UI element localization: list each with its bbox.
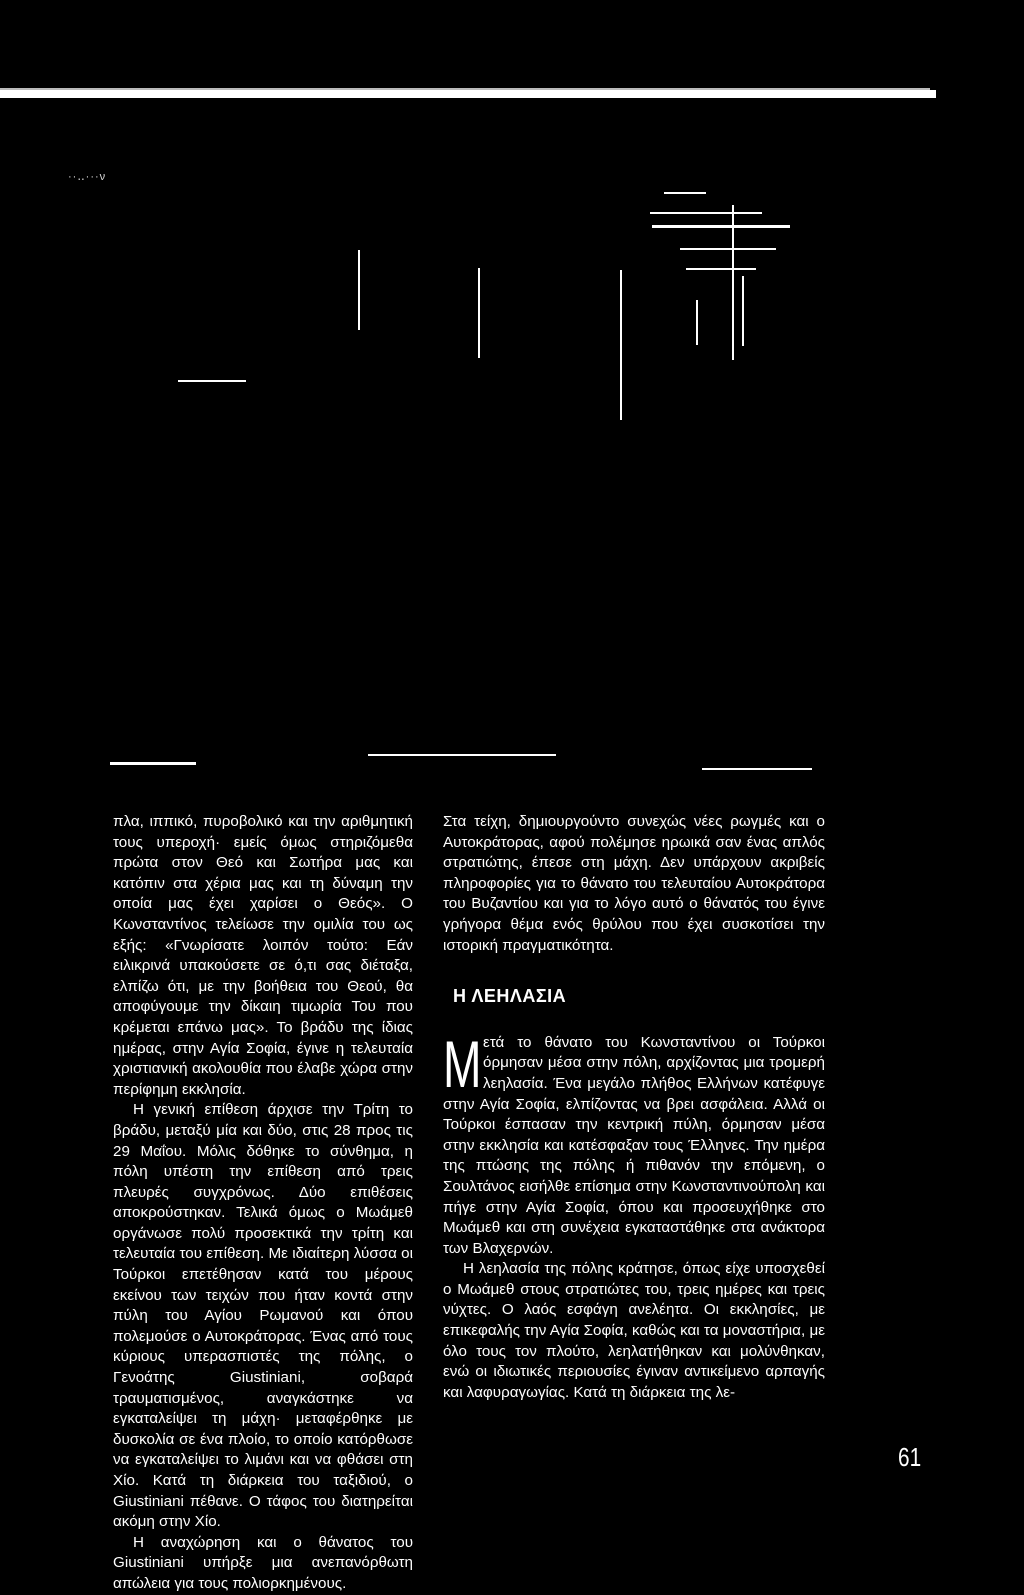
scan-line — [696, 300, 698, 345]
right-column — [443, 812, 825, 1403]
scan-line — [650, 212, 762, 214]
scan-line — [478, 268, 480, 358]
scan-line — [652, 225, 790, 228]
divider-right — [702, 768, 812, 770]
right-paragraph-3: Η λεηλασία της πόλης κράτησε, όπως είχε υποσχεθεί ο Μωάμεθ στους στρατιώτες του, τρεις ημέρες και τρεις νύχτες. Ο λαός εσφάγη ανελέητα. Οι εκκλησίες, με επικεφαλής την Αγία Σοφία, καθώς και τα μοναστήρια, με όλο τους τον πλούτο, λεηλατήθηκαν και μολύνθηκαν, ενώ οι ιδιωτικές περιουσίες έγιναν αντικείμενο αρπαγής και λαφυραγωγίας. Κατά τη διάρκεια της λε- — [443, 1260, 825, 1401]
right-paragraph-1: Στα τείχη, δημιουργούντο συνεχώς νέες ρωγμές και ο Αυτοκράτορας, αφού πολέμησε ηρωικά σαν ένας απλός στρατιώτης, έπεσε στη μάχη. Δεν υπάρχουν ακριβείς πληροφορίες για το θάνατο του τελευταίου Αυτοκράτορα του Βυζαντίου και για το λόγο αυτό ο θάνατός του έγινε γρήγορα θέμα ενός θρύλου που έχει συσκοτίσει την ιστορική πραγματικότητα. — [443, 813, 825, 954]
header-scrap: ··‥···ν — [68, 171, 107, 183]
right-paragraph-2 — [443, 1026, 825, 1260]
divider-left — [110, 762, 196, 765]
scan-line — [620, 270, 622, 420]
scan-line — [664, 192, 706, 194]
left-paragraph-3: Η αναχώρηση και ο θάνατος του Giustiniani υπήρξε μια ανεπανόρθωτη απώλεια για τους πολιορκημένους. — [113, 1533, 413, 1592]
scan-line — [358, 250, 360, 330]
divider-center — [368, 754, 556, 756]
right-paragraph-2-text: ετά το θάνατο του Κωνσταντίνου οι Τούρκοι όρμησαν μέσα στην πόλη, αρχίζοντας μια τρομερή λεηλασία. Ένα μεγάλο πλήθος Ελλήνων κατέφυγε στην Αγία Σοφία, ελπίζοντας να βρει ασφάλεια. Αλλά οι Τούρκοι έσπασαν την κεντρική πύλη, όρμησαν μέσα στην εκκλησία και κατέσφαξαν τους Έλληνες. Την ημέρα της πτώσης της πόλης ή πιθανόν την επόμενη, ο Σουλτάνος εισήλθε επίσημα στην Κωνσταντινούπολη και πήγε στην Αγία Σοφία, όπου και προσευχήθηκε στο Μωάμεθ και στη συνέχεια εγκαταστάθηκε στα ανάκτορα των Βλαχερνών. — [443, 1033, 825, 1257]
left-paragraph-2: Η γενική επίθεση άρχισε την Τρίτη το βράδυ, μεταξύ μία και δύο, στις 28 προς τις 29 Μαΐου. Μόλις δόθηκε το σύνθημα, η πόλη υπέστη την επίθεση από τρεις πλευρές συγχρόνως. Δύο επιθέσεις αποκρούστηκαν. Τελικά όμως ο Μωάμεθ οργάνωσε πολύ προσεκτικά την τρίτη και τελευταία του επίθεση. Με ιδιαίτερη λύσσα οι Τούρκοι επετέθησαν κατά του μέρους εκείνου των τειχών που ήταν κοντά στην πύλη του Αγίου Ρωμανού και όπου πολεμούσε ο Αυτοκράτορας. Ένας από τους κύριους υπερασπιστές της πόλης, ο Γενοάτης Giustiniani, σοβαρά τραυματισμένος, αναγκάστηκε να εγκαταλείψει τη μάχη· μεταφέρθηκε με δυσκολία σε ένα πλοίο, το οποίο κατόρθωσε να εγκαταλείψει το λιμάνι και να φθάσει στη Χίο. Κατά τη διάρκεια του ταξιδιού, ο Giustiniani πέθανε. Ο τάφος του διατηρείται ακόμη στην Χίο. — [113, 1101, 413, 1531]
top-scan-bar-edge — [0, 88, 930, 90]
left-column — [113, 812, 413, 1595]
drop-cap: Μ — [443, 1026, 482, 1101]
scan-line — [732, 205, 734, 360]
scan-line — [742, 276, 744, 346]
scan-line — [680, 248, 776, 250]
page-number: 61 — [898, 1442, 922, 1472]
top-scan-bar — [0, 90, 936, 98]
scan-line — [686, 268, 756, 270]
section-heading: Η ΛΕΗΛΑΣΙΑ — [453, 986, 567, 1007]
scan-line — [178, 380, 246, 382]
left-paragraph-1: πλα, ιππικό, πυροβολικό και την αριθμητική τους υπεροχή· εμείς όμως στηριζόμεθα πρώτα στον Θεό και Σωτήρα μας και κατόπιν στα χέρια μας και τη δύναμη την οποία μας έχει χαρίσει ο Θεός». Ο Κωνσταντίνος τελείωσε την ομιλία του ως εξής: «Γνωρίσατε λοιπόν τούτο: Εάν ειλικρινά υπακούσετε σε ό,τι σας διέταξα, ελπίζω ότι, με την βοήθεια του Θεού, θα αποφύγουμε την δίκαιη τιμωρία Του που κρέμεται επάνω μας». Το βράδυ της ίδιας ημέρας, στην Αγία Σοφία, έγινε η τελευταία χριστιανική ακολουθία που έλαβε χώρα στην περίφημη εκκλησία. — [113, 813, 413, 1098]
